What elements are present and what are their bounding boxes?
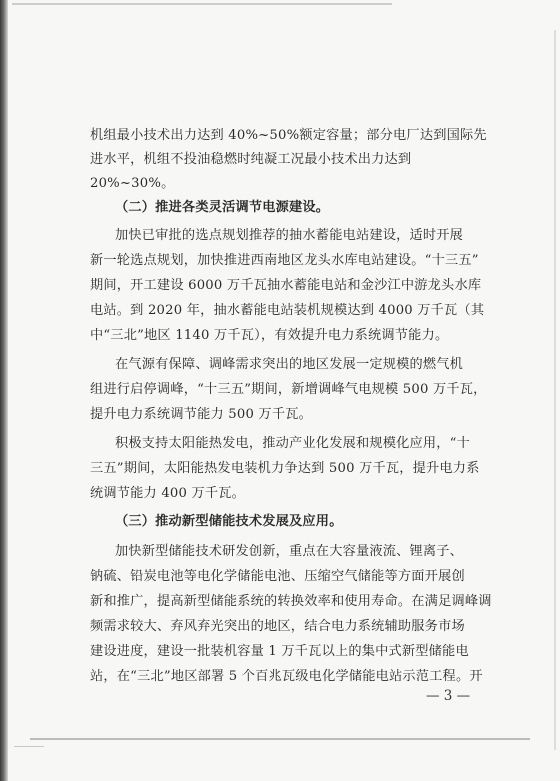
text-line: 组进行启停调峰，“十三五”期间，新增调峰气电规模 500 万千瓦， (90, 382, 487, 397)
paragraph-first-line: 加快新型储能技术研发创新，重点在大容量液流、锂离子、 (115, 544, 464, 559)
scan-left-edge-shadow (0, 0, 8, 781)
paragraph-first-line: 加快已审批的选点规划推荐的抽水蓄能电站建设，适时开展 (115, 228, 464, 243)
text-line: 钠硫、铅炭电池等电化学储能电池、压缩空气储能等方面开展创 (90, 569, 465, 584)
text-line: 建设进度，建设一批装机容量 1 万千瓦以上的集中式新型储能电 (90, 644, 469, 659)
text-line: 进水平，机组不投油稳燃时纯凝工况最小技术出力达到 (90, 152, 412, 167)
section-heading: （三）推动新型储能技术发展及应用。 (115, 514, 343, 529)
text-line: 电站。到 2020 年，抽水蓄能电站装机规模达到 4000 万千瓦（其 (90, 303, 485, 318)
scan-bottom-mark (14, 746, 44, 747)
text-line: 中“三北”地区 1140 万千瓦），有效提升电力系统调节能力。 (90, 328, 449, 343)
text-line: 新一轮选点规划，加快推进西南地区龙头水库电站建设。“十三五” (90, 253, 479, 268)
text-line: 期间，开工建设 6000 万千瓦抽水蓄能电站和金沙江中游龙头水库 (90, 278, 482, 293)
paragraph-first-line: 在气源有保障、调峰需求突出的地区发展一定规模的燃气机 (115, 357, 464, 372)
page-number: — 3 — (426, 688, 471, 704)
text-line: 三五”期间，太阳能热发电装机力争达到 500 万千瓦，提升电力系 (90, 461, 480, 476)
text-line: 机组最小技术出力达到 40%~50%额定容量；部分电厂达到国际先 (90, 128, 487, 143)
text-line: 频需求较大、弃风弃光突出的地区，结合电力系统辅助服务市场 (90, 619, 465, 634)
text-line: 新和推广，提高新型储能系统的转换效率和使用寿命。在满足调峰调 (90, 594, 492, 609)
text-line: 20%~30%。 (90, 176, 175, 191)
scan-top-rule (12, 3, 392, 5)
text-line: 提升电力系统调节能力 500 万千瓦。 (90, 407, 312, 422)
scan-bottom-rule (30, 738, 530, 740)
scan-right-rule (554, 30, 556, 750)
text-line: 统调节能力 400 万千瓦。 (90, 486, 246, 501)
section-heading: （二）推进各类灵活调节电源建设。 (115, 200, 330, 215)
text-line: 站，在“三北”地区部署 5 个百兆瓦级电化学储能电站示范工程。开 (90, 669, 483, 684)
paragraph-first-line: 积极支持太阳能热发电，推动产业化发展和规模化应用，“十 (115, 436, 471, 451)
